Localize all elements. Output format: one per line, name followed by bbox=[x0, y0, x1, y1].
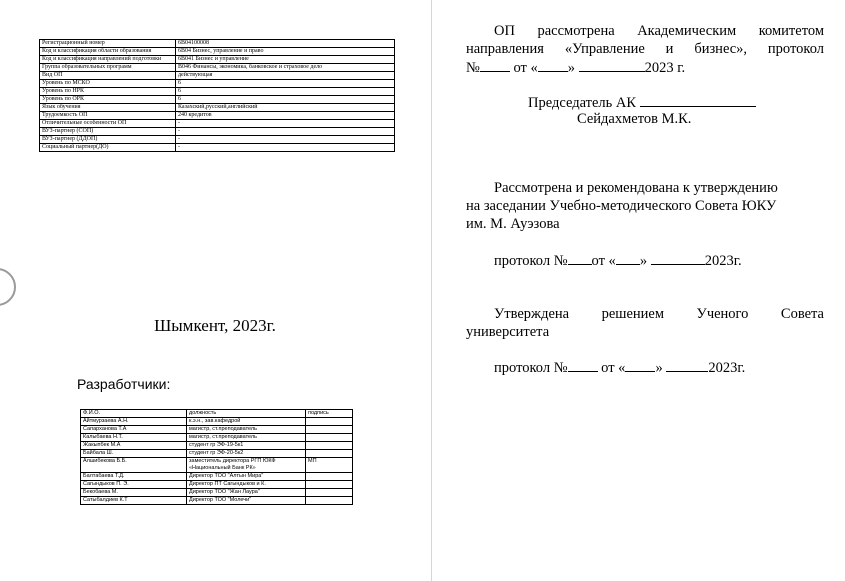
registration-label: Вид ОП bbox=[40, 72, 176, 80]
registration-label: Язык обучения bbox=[40, 104, 176, 112]
developer-position: к.э.н., зав.кафедрой bbox=[187, 418, 306, 426]
committee-line-3: № от « » 2023 г. bbox=[466, 60, 686, 76]
developer-signature bbox=[306, 418, 353, 426]
registration-row bbox=[40, 48, 395, 56]
registration-label: Код и классификация области образования bbox=[40, 48, 176, 56]
developer-name: Сатыбалдиев К.Т bbox=[81, 497, 187, 505]
registration-value: - bbox=[176, 144, 395, 152]
registration-value: 6 bbox=[176, 88, 395, 96]
registration-label: Социальный партнер(ДО) bbox=[40, 144, 176, 152]
registration-value: 6В04 Бизнес, управление и право bbox=[176, 48, 395, 56]
registration-value: В046 Финансы, экономика, банковское и страховое дело bbox=[176, 64, 395, 72]
developer-position: Директор ПТ Сагындыков и К. bbox=[187, 481, 306, 489]
committee-line-1: ОП рассмотрена Академическим комитетом bbox=[494, 23, 824, 39]
developer-name: Сагындыков П. Э. bbox=[81, 481, 187, 489]
registration-label: Отличительные особенности ОП bbox=[40, 120, 176, 128]
developer-name: Жакыпбек М.А bbox=[81, 442, 187, 450]
registration-value: 6 bbox=[176, 96, 395, 104]
registration-value: 240 кредитов bbox=[176, 112, 395, 120]
page-scroll-handle[interactable] bbox=[0, 268, 16, 306]
developer-position: студент гр ЭФ-19-5к1 bbox=[187, 442, 306, 450]
committee-line-2: направления «Управление и бизнес», протокол bbox=[466, 41, 824, 57]
registration-label: Трудоемкость ОП bbox=[40, 112, 176, 120]
developer-position: Директор ТОО "Молечи" bbox=[187, 497, 306, 505]
registration-label: ВУЗ-партнер (СОП) bbox=[40, 128, 176, 136]
developers-label: Разработчики: bbox=[77, 376, 171, 392]
developer-name: Алшибекова Б.Б. bbox=[81, 458, 187, 473]
registration-row bbox=[40, 144, 395, 152]
developer-name: Калыбаева Н.Т. bbox=[81, 434, 187, 442]
registration-row bbox=[40, 136, 395, 144]
developer-position: студент гр ЭФ-20-5к2 bbox=[187, 450, 306, 458]
chair-line: Председатель АК bbox=[528, 94, 756, 112]
registration-label: Регистрационный номер bbox=[40, 40, 176, 48]
developer-row bbox=[81, 458, 353, 473]
registration-label: Группа образовательных программ bbox=[40, 64, 176, 72]
developer-name: Байбала Ш. bbox=[81, 450, 187, 458]
registration-value: - bbox=[176, 120, 395, 128]
developer-row bbox=[81, 497, 353, 505]
registration-value: действующая bbox=[176, 72, 395, 80]
developer-row bbox=[81, 450, 353, 458]
registration-row bbox=[40, 80, 395, 88]
registration-value: - bbox=[176, 128, 395, 136]
registration-table bbox=[39, 39, 395, 152]
umc-line-1: Рассмотрена и рекомендована к утверждению bbox=[494, 180, 778, 196]
right-page bbox=[432, 0, 845, 581]
developer-signature bbox=[306, 497, 353, 505]
developer-signature bbox=[306, 442, 353, 450]
developer-signature bbox=[306, 489, 353, 497]
developer-signature bbox=[306, 426, 353, 434]
registration-row bbox=[40, 104, 395, 112]
registration-value: 6В04100008 bbox=[176, 40, 395, 48]
registration-value: Казахский,русский,английский bbox=[176, 104, 395, 112]
developer-signature bbox=[306, 473, 353, 481]
developer-row bbox=[81, 473, 353, 481]
developer-signature bbox=[306, 434, 353, 442]
developer-position: Директор ТОО "Алтын Мира" bbox=[187, 473, 306, 481]
developer-name: Сапарханова Т.А bbox=[81, 426, 187, 434]
developers-column-header: должность bbox=[187, 410, 306, 418]
registration-label: Уровень по МСКО bbox=[40, 80, 176, 88]
registration-row bbox=[40, 128, 395, 136]
developer-position: магистр, ст.преподаватель bbox=[187, 434, 306, 442]
developer-name: Айтмурзаева А.Н. bbox=[81, 418, 187, 426]
developer-signature bbox=[306, 481, 353, 489]
developer-position: магистр, ст.преподаватель bbox=[187, 426, 306, 434]
developers-header-row bbox=[81, 410, 353, 418]
developer-row bbox=[81, 442, 353, 450]
registration-row bbox=[40, 112, 395, 120]
developers-table bbox=[80, 409, 353, 505]
developer-row bbox=[81, 426, 353, 434]
council-line-2: университета bbox=[466, 324, 550, 340]
developer-row bbox=[81, 481, 353, 489]
council-line-1: Утверждена решением Ученого Совета bbox=[494, 306, 824, 322]
developer-position: заместитель директора РГП ЮКФ «Национальный Банк РК» bbox=[187, 458, 306, 473]
developer-row bbox=[81, 418, 353, 426]
registration-value: - bbox=[176, 136, 395, 144]
registration-value: 6В041 Бизнес и управление bbox=[176, 56, 395, 64]
registration-label: Уровень по НРК bbox=[40, 88, 176, 96]
council-protocol: протокол № от « » 2023г. bbox=[494, 360, 746, 376]
registration-row bbox=[40, 64, 395, 72]
registration-row bbox=[40, 72, 395, 80]
registration-row bbox=[40, 88, 395, 96]
chair-name: Сейдахметов М.К. bbox=[577, 111, 692, 127]
developer-position: Директор ТОО "Жан Лаура" bbox=[187, 489, 306, 497]
umc-line-3: им. М. Ауэзова bbox=[466, 216, 560, 232]
developers-column-header: Ф.И.О. bbox=[81, 410, 187, 418]
developer-signature bbox=[306, 450, 353, 458]
registration-row bbox=[40, 56, 395, 64]
registration-value: 6 bbox=[176, 80, 395, 88]
registration-label: ВУЗ-партнер (ДДОП) bbox=[40, 136, 176, 144]
developer-name: Бекобаева М. bbox=[81, 489, 187, 497]
city-year: Шымкент, 2023г. bbox=[154, 316, 276, 335]
registration-row bbox=[40, 96, 395, 104]
registration-label: Уровень по ОРК bbox=[40, 96, 176, 104]
developer-signature: МП bbox=[306, 458, 353, 473]
registration-label: Код и классификация направлений подготовки bbox=[40, 56, 176, 64]
developer-row bbox=[81, 489, 353, 497]
umc-protocol: протокол № от « » 2023г. bbox=[494, 253, 742, 269]
developer-name: Балтабаева Т.Д. bbox=[81, 473, 187, 481]
registration-row bbox=[40, 120, 395, 128]
developers-column-header: подпись bbox=[306, 410, 353, 418]
umc-line-2: на заседании Учебно-методического Совета ЮКУ bbox=[466, 198, 777, 214]
developer-row bbox=[81, 434, 353, 442]
registration-row bbox=[40, 40, 395, 48]
